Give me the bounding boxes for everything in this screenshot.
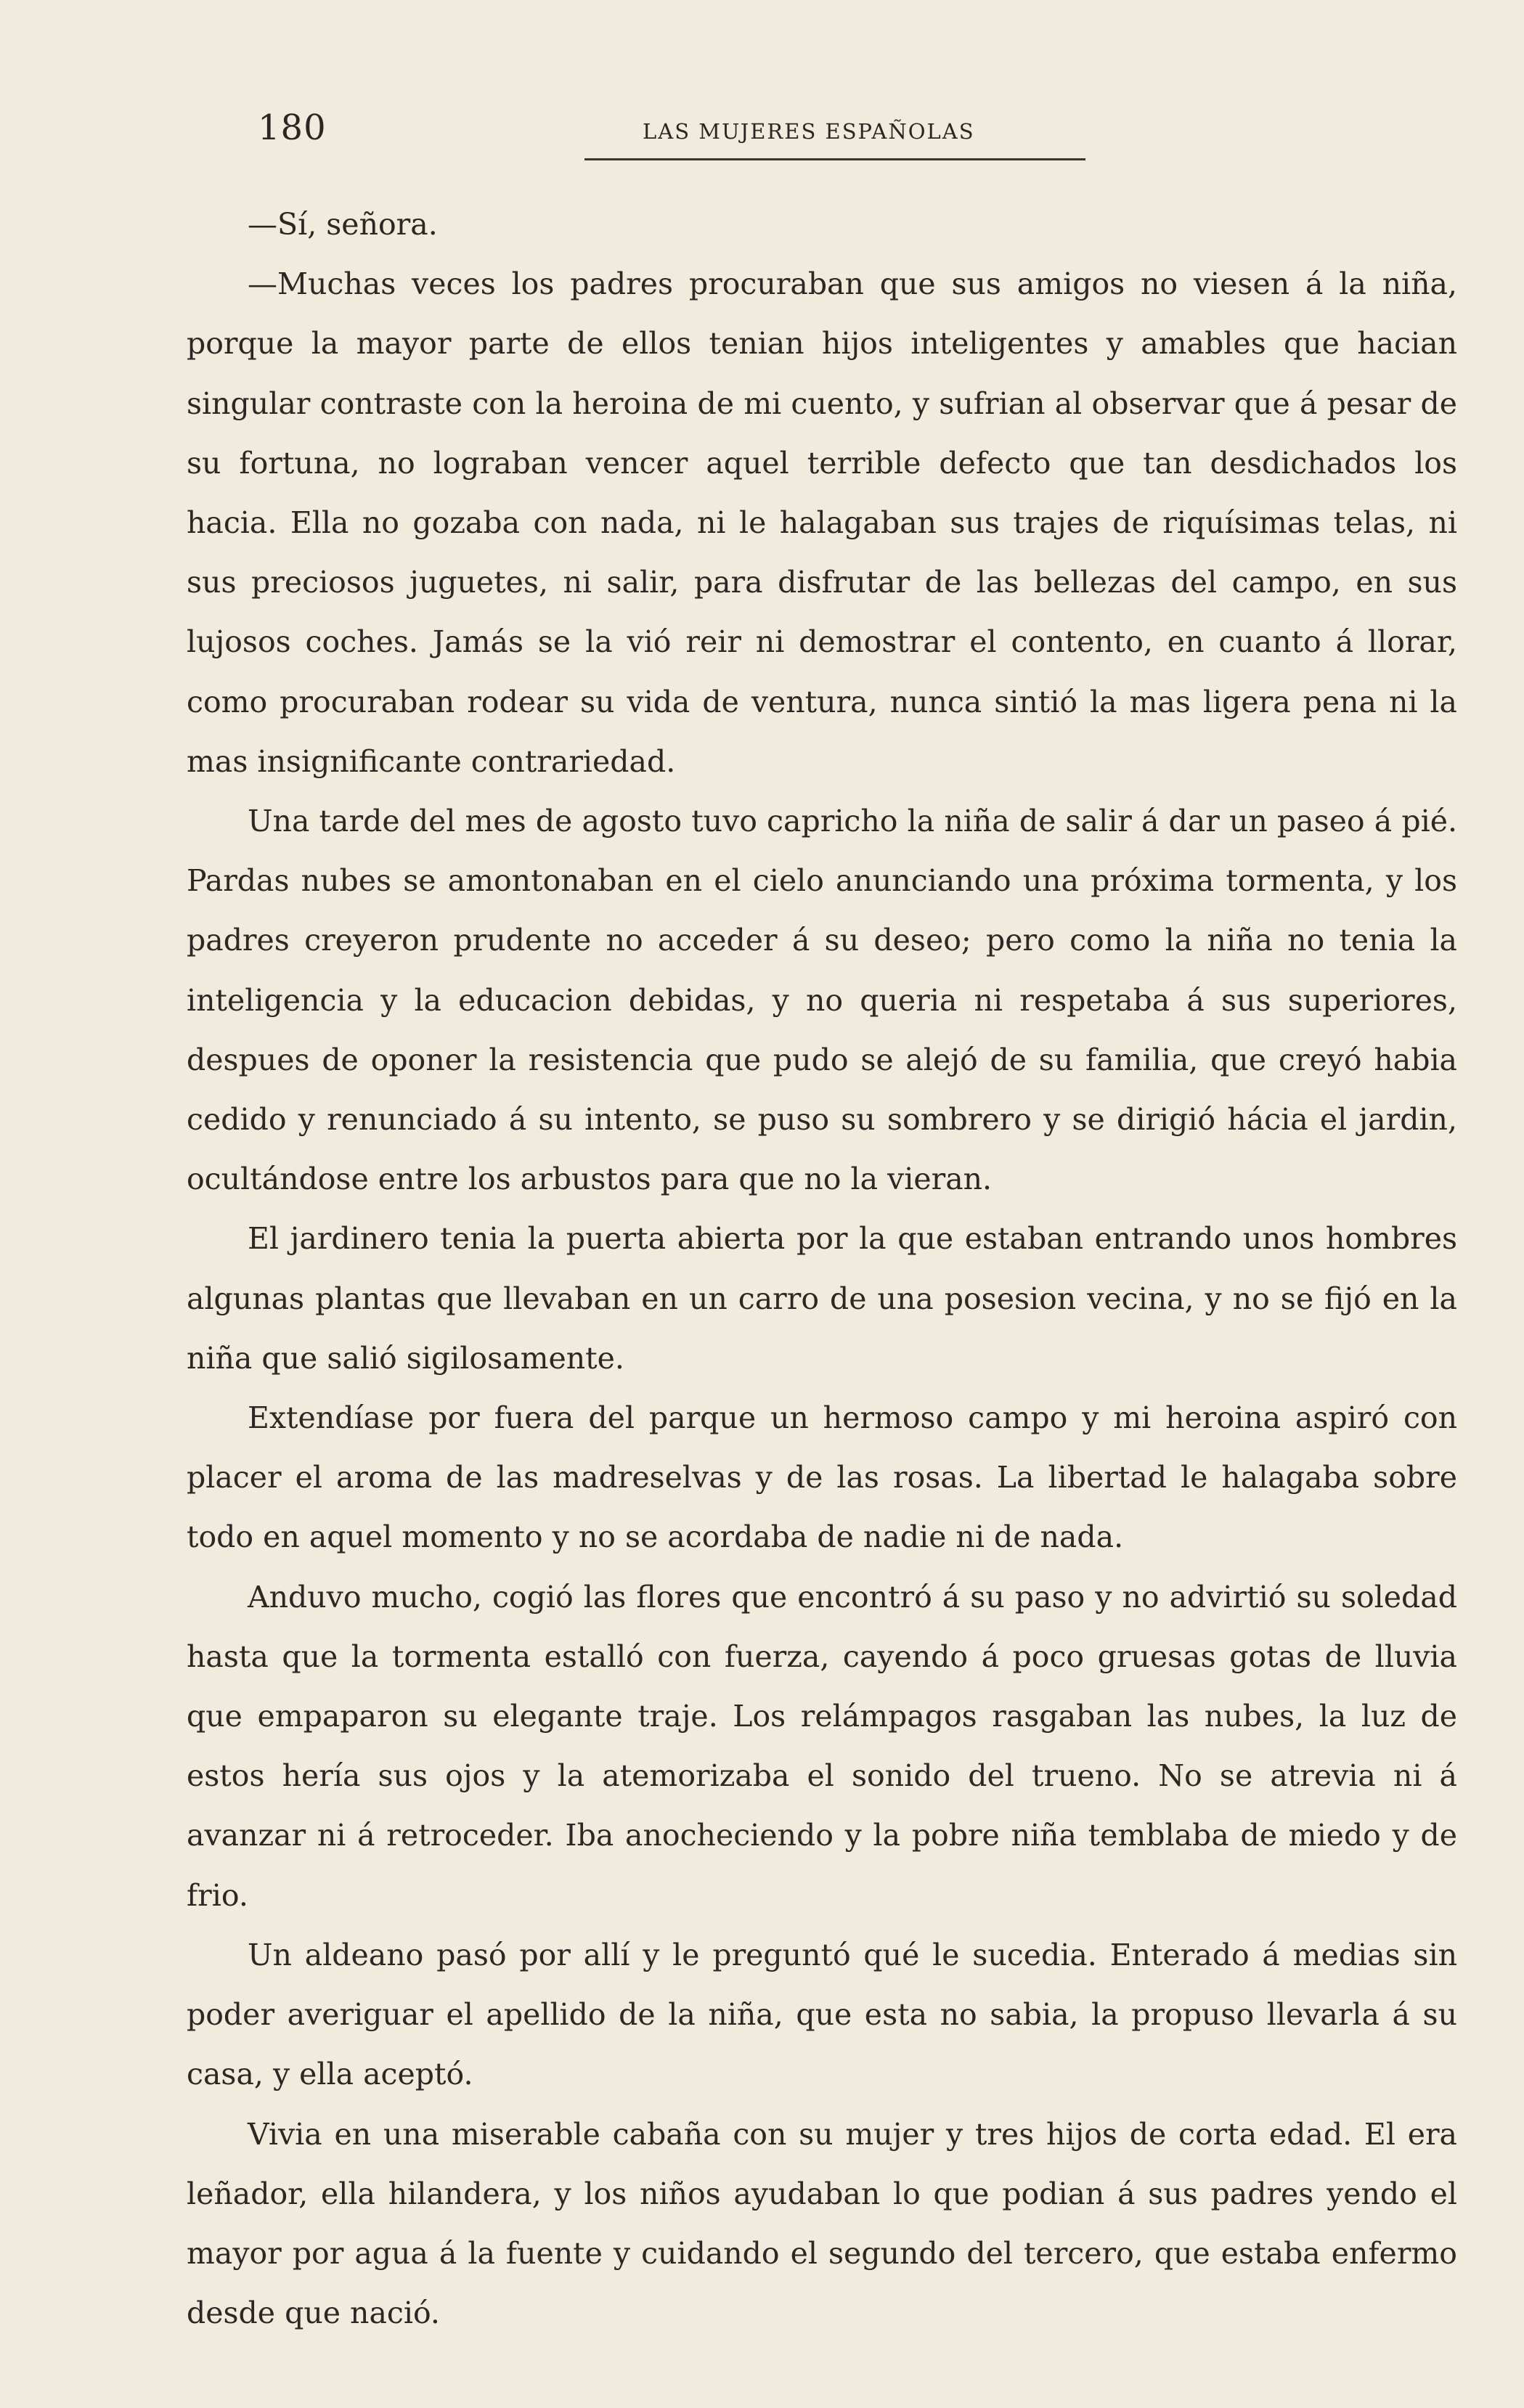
paragraph: Una tarde del mes de agosto tuvo capricho la niña de salir á dar un paseo á pié. Pardas nubes se amontonaban en el cielo anunciando una próxima tormenta, y los padres creyeron prudente no acceder á su deseo; pero como la niña no tenia la inteligencia y la educacion debidas, y no queria ni respetaba á sus superiores, despues de oponer la resistencia que pudo se alejó de su familia, que creyó habia cedido y renunciado á su intento, se puso su sombrero y se dirigió hácia el jardin, ocultándose entre los arbustos para que no la vieran. (187, 804, 1457, 1197)
body-text (187, 195, 1457, 2343)
paragraph: Extendíase por fuera del parque un hermoso campo y mi heroina aspiró con placer el aroma de las madreselvas y de las rosas. La libertad le halagaba sobre todo en aquel momento y no se acordaba de nadie ni de nada. (187, 1400, 1457, 1555)
header-rule (584, 158, 1085, 160)
paragraph: Anduvo mucho, cogió las flores que encontró á su paso y no advirtió su soledad hasta que la tormenta estalló con fuerza, cayendo á poco gruesas gotas de lluvia que empaparon su elegante traje. Los relámpagos rasgaban las nubes, la luz de estos hería sus ojos y la atemorizaba el sonido del trueno. No se atrevia ni á avanzar ni á retroceder. Iba anocheciendo y la pobre niña temblaba de miedo y de frio. (187, 1579, 1457, 1913)
paragraph: Vivia en una miserable cabaña con su mujer y tres hijos de corta edad. El era leñador, ella hilandera, y los niños ayudaban lo que podian á sus padres yendo el mayor por agua á la fuente y cuidando el segundo del tercero, que estaba enfermo desde que nació. (187, 2116, 1457, 2331)
page-header (258, 107, 1085, 158)
paragraph: El jardinero tenia la puerta abierta por la que estaban entrando unos hombres algunas plantas que llevaban en un carro de una posesion vecina, y no se fijó en la niña que salió sigilosamente. (187, 1221, 1457, 1376)
paragraph: Un aldeano pasó por allí y le preguntó qué le sucedia. Enterado á medias sin poder averiguar el apellido de la niña, que esta no sabia, la propuso llevarla á su casa, y ella aceptó. (187, 1937, 1457, 2092)
paragraph: —Muchas veces los padres procuraban que sus amigos no viesen á la niña, porque la mayor parte de ellos tenian hijos inteligentes y amables que hacian singular contraste con la heroina de mi cuento, y sufrian al observar que á pesar de su fortuna, no lograban vencer aquel terrible defecto que tan desdichados los hacia. Ella no gozaba con nada, ni le halagaban sus trajes de riquísimas telas, ni sus preciosos juguetes, ni salir, para disfrutar de las bellezas del campo, en sus lujosos coches. Jamás se la vió reir ni demostrar el contento, en cuanto á llorar, como procuraban rodear su vida de ventura, nunca sintió la mas ligera pena ni la mas insignificante contrariedad. (187, 266, 1457, 779)
paragraph: —Sí, señora. (248, 207, 438, 242)
page-number: 180 (258, 107, 327, 148)
running-title: LAS MUJERES ESPAÑOLAS (643, 119, 975, 144)
